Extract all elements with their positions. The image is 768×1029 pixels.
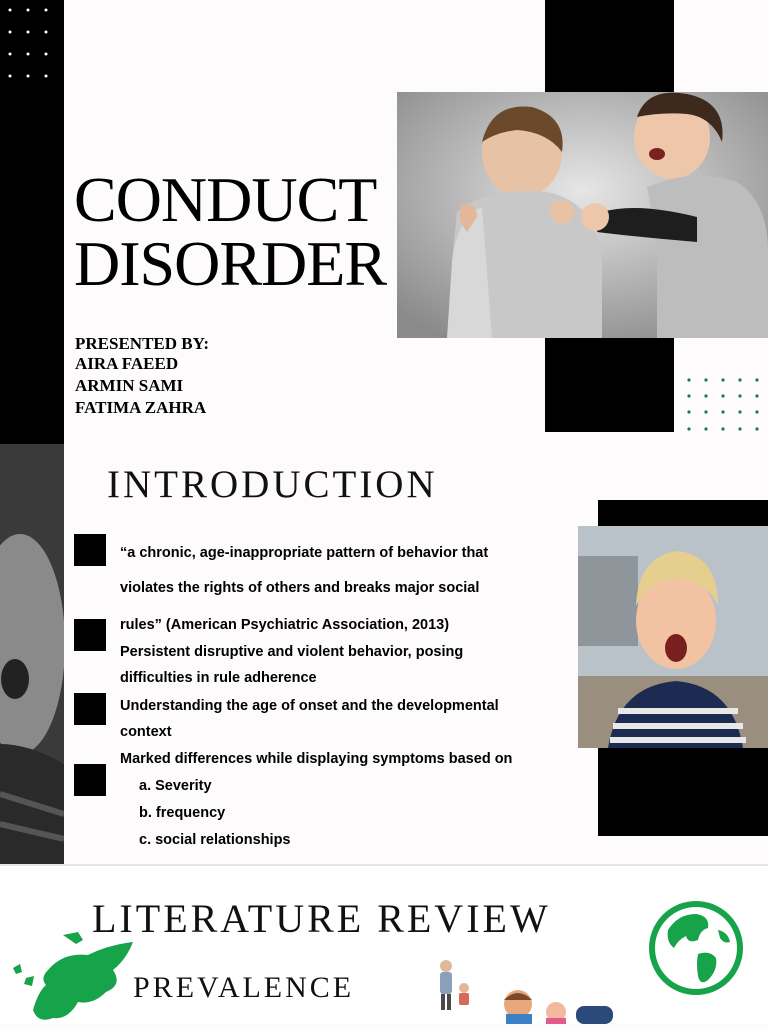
intro-line-4: Persistent disruptive and violent behavior, posing — [120, 644, 464, 660]
bullet-square-1 — [74, 534, 106, 566]
fighting-children-photo — [397, 92, 768, 338]
sub-item-frequency: b. frequency — [139, 805, 226, 821]
title-accent-bar — [52, 176, 56, 292]
intro-line-3: rules” (American Psychiatric Association, 2013) — [120, 617, 450, 633]
intro-line-8: Marked differences while displaying symptoms based on — [120, 751, 513, 767]
child-adult-illustration — [432, 958, 474, 1012]
introduction-heading: INTRODUCTION — [107, 463, 438, 506]
presenter-2: ARMIN SAMI — [75, 376, 184, 395]
europe-map-icon — [8, 930, 138, 1024]
literature-review-heading: LITERATURE REVIEW — [92, 896, 551, 941]
presenter-1: AIRA FAEED — [75, 354, 179, 373]
title-line-1: CONDUCT — [74, 164, 377, 235]
intro-line-7: context — [120, 724, 172, 740]
mid-black-block — [545, 338, 674, 432]
dot-grid-icon — [686, 377, 766, 433]
right-top-black-bar — [598, 500, 768, 526]
cartoon-kids-illustration — [498, 986, 613, 1024]
bullet-square-2 — [74, 619, 106, 651]
green-dot-grid — [686, 377, 766, 433]
screaming-child-bw-photo — [0, 444, 64, 864]
intro-line-6: Understanding the age of onset and the developmental — [120, 698, 499, 714]
right-bottom-black-block — [598, 748, 768, 836]
bullet-square-4 — [74, 764, 106, 796]
green-globe-icon — [648, 900, 744, 996]
title-line-2: DISORDER — [74, 228, 387, 299]
prevalence-subheading: PREVALENCE — [133, 971, 355, 1004]
sub-item-social: c. social relationships — [139, 832, 291, 848]
intro-line-1: “a chronic, age-inappropriate pattern of behavior that — [120, 545, 489, 561]
intro-line-5: difficulties in rule adherence — [120, 670, 317, 686]
crying-boy-photo — [578, 526, 768, 748]
sub-item-severity: a. Severity — [139, 778, 212, 794]
white-dot-grid — [8, 8, 48, 80]
bullet-square-3 — [74, 693, 106, 725]
intro-line-2: violates the rights of others and breaks major social — [120, 580, 480, 596]
presented-by-label: PRESENTED BY: — [75, 334, 209, 353]
dot-grid-icon — [8, 8, 48, 80]
top-black-block — [545, 0, 674, 92]
presenter-3: FATIMA ZAHRA — [75, 398, 207, 417]
